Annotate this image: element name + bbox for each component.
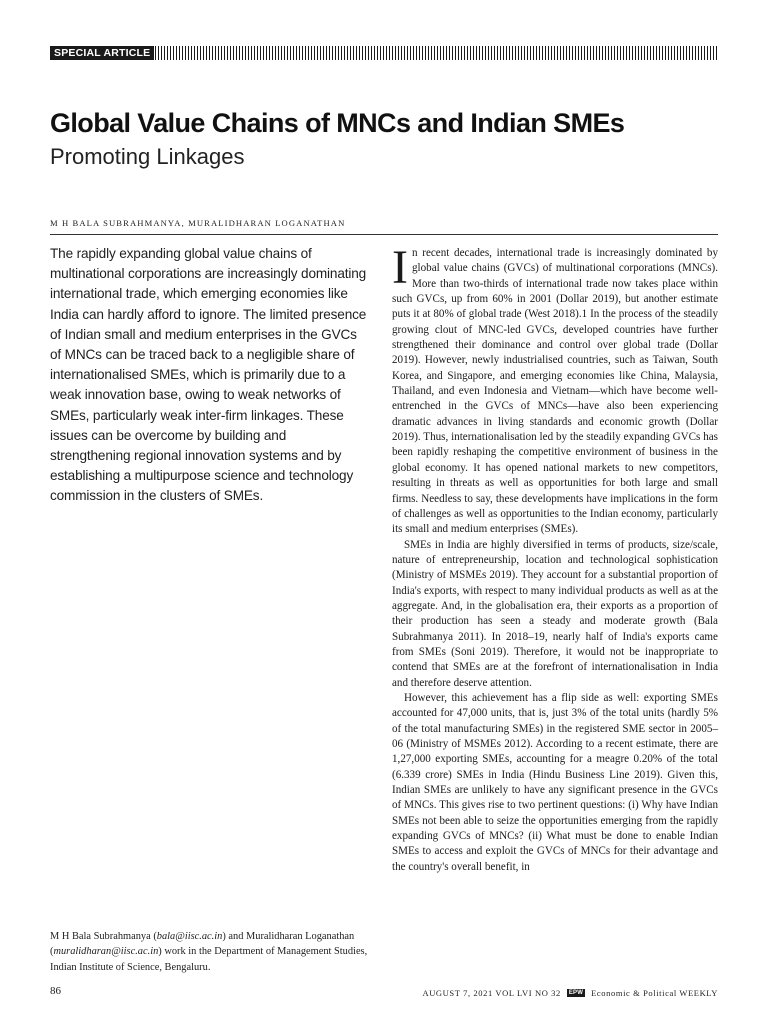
author-affiliation: M H Bala Subrahmanya (bala@iisc.ac.in) and Muralidharan Loganathan (muralidharan@iisc.ac.in) work in the Department of Management Studies, Indian Institute of Science, Bengaluru.: [50, 931, 368, 973]
body-paragraph-1: n recent decades, international trade is increasingly dominated by global value chains (GVCs) of multinational corporations (MNCs). More than two-thirds of international trade now takes place within such GVCs, up from 60% in 2001 (Dollar 2019), but another estimate puts it at 80% of global trade (West 2018).1 In the process of the steadily growing clout of MNC-led GVCs, developed countries have further strengthened their dominance and control over global trade (Dollar 2019). However, newly industrialised countries, such as Taiwan, South Korea, and Singapore, and emerging economies like China, Malaysia, Thailand, and even Indonesia and Vietnam—which have become well-entrenched in the GVCs of MNCs—have also been experiencing dramatic advances in living standards and economic growth (Dollar 2019). Thus, internationalisation led by the steadily expanding GVCs has been rapidly reshaping the competitive environment of business in the global economy. It has opened national markets to new competitors, resulting in threats as well as opportunities for both large and small firms. Needless to say, these developments have implications in the form of challenges as well as opportunities to the Indian economy, particularly its small and medium enterprises (SMEs).: [392, 247, 718, 536]
journal-name: Economic & Political WEEKLY: [591, 988, 718, 998]
page-number: 86: [50, 985, 61, 997]
author-name-2: Muralidharan Loganathan: [246, 931, 355, 942]
body-text-column: [392, 241, 718, 875]
drop-cap: I: [392, 241, 408, 294]
section-label: SPECIAL ARTICLE: [50, 46, 154, 60]
header-stripe-bar: [146, 46, 718, 60]
issue-date: AUGUST 7, 2021 VOL LVI NO 32: [422, 988, 561, 998]
author-email-2[interactable]: muralidharan@iisc.ac.in: [53, 946, 159, 958]
epw-logo: EPW: [568, 990, 584, 996]
journal-footer: [422, 988, 718, 998]
article-title: Global Value Chains of MNCs and Indian SMEs: [50, 108, 625, 138]
author-email-1[interactable]: bala@iisc.ac.in: [156, 931, 223, 942]
author-name-1: M H Bala Subrahmanya: [50, 931, 151, 942]
article-subtitle: Promoting Linkages: [50, 144, 245, 169]
affiliation-connector: and: [228, 931, 244, 942]
body-paragraph-2: SMEs in India are highly diversified in terms of products, size/scale, nature of entrepreneurship, location and technological sophistication (Ministry of MSMEs 2019). They account for a substantial proportion of India's exports, with respect to many individual products as well as at the aggregate. And, in the globalisation era, their exports as a proportion of their production has seen a steady and moderate growth (Bala Subrahmanya 2011). In 2018–19, nearly half of India's exports came from SMEs (Soni 2019). Therefore, it would not be inappropriate to contend that SMEs are at the forefront of internationalisation in India and therefore deserve attention.: [392, 538, 718, 689]
author-line: M H BALA SUBRAHMANYA, MURALIDHARAN LOGANATHAN: [50, 218, 346, 228]
affiliation-text: work in the Department of Management Studies, Indian Institute of Science, Bengaluru.: [50, 946, 368, 973]
author-divider: [50, 234, 718, 235]
body-paragraph-3: However, this achievement has a flip side as well: exporting SMEs accounted for 47,000 units, that is, just 3% of the total units (hardly 5% of the total manufacturing SMEs) in the registered SME sector in 2005–06 (Ministry of MSMEs 2012). According to a recent estimate, there are 1,27,000 exporting SMEs, accounting for a meagre 0.20% of the total (6.339 crore) SMEs in India (Hindu Business Line 2019). Given this, Indian SMEs are unlikely to have any significant presence in the GVCs of MNCs. This gives rise to two pertinent questions: (i) Why have Indian SMEs not been able to seize the opportunities emerging from the rapidly expanding GVCs of MNCs? (ii) What must be done to enable Indian SMEs to access and exploit the GVCs of MNCs for their advantage and the country's overall benefit, in: [392, 691, 718, 873]
abstract: The rapidly expanding global value chains of multinational corporations are increasingly dominating international trade, which emerging economies like India can hardly afford to ignore. The limited presence of Indian small and medium enterprises in the GVCs of MNCs can be traced back to a negligible share of internationalised SMEs, which is primarily due to a weak innovation base, owing to weak networks of SMEs, particularly weak inter-firm linkages. These issues can be overcome by building and strengthening regional innovation systems and by establishing a multipurpose science and technology commission in the clusters of SMEs.: [50, 246, 367, 504]
